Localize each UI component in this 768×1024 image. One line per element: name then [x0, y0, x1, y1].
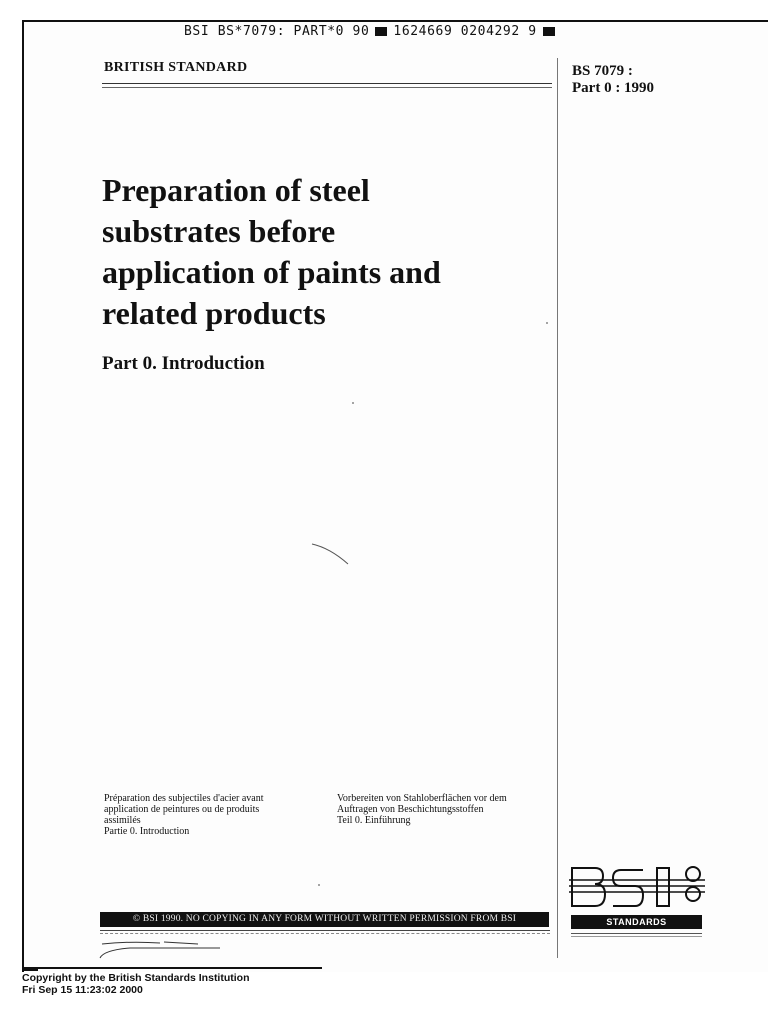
german-title-line: Vorbereiten von Stahloberflächen vor dem: [337, 793, 507, 804]
title-line-2: substrates before: [102, 213, 336, 249]
document-part-title: Part 0. Introduction: [102, 353, 265, 374]
pencil-scribble-mark: [90, 936, 230, 966]
scan-speck: [352, 402, 354, 404]
document-title: [102, 170, 552, 334]
german-title-line: Auftragen von Beschichtungsstoffen: [337, 804, 484, 815]
scan-speck: [546, 322, 548, 324]
standard-number: [572, 63, 654, 97]
column-divider: [557, 58, 558, 958]
page-corner-edge: [22, 962, 38, 971]
french-title-line: Partie 0. Introduction: [104, 826, 190, 837]
footer-timestamp: Fri Sep 15 11:23:02 2000: [22, 984, 143, 996]
french-title-line: Préparation des subjectiles d'acier avant: [104, 793, 264, 804]
german-title-line: Teil 0. Einführung: [337, 815, 411, 826]
bottom-rule: [100, 930, 550, 934]
standards-caption-bar: STANDARDS: [571, 915, 702, 929]
pen-stroke-mark: [310, 540, 354, 568]
title-line-3: application of paints and: [102, 254, 441, 290]
french-title: [104, 793, 304, 837]
copyright-notice-bar: © BSI 1990. NO COPYING IN ANY FORM WITHOUT WRITTEN PERMISSION FROM BSI: [100, 912, 549, 927]
french-title-line: application de peintures ou de produits: [104, 804, 260, 815]
standard-number-line1: BS 7079 :: [572, 63, 633, 79]
header-rule: [102, 83, 552, 88]
page-bottom-edge: [22, 967, 322, 969]
copyright-footer: [22, 972, 250, 996]
title-line-4: related products: [102, 295, 326, 331]
bsi-logo: [569, 864, 705, 912]
footer-copyright-line: Copyright by the British Standards Institution: [22, 972, 250, 984]
scan-header: [184, 24, 555, 39]
scan-speck: [318, 884, 320, 886]
scan-block-mark: [375, 27, 387, 36]
scan-block-mark: [543, 27, 555, 36]
scan-header-text-2: 1624669 0204292 9: [393, 24, 537, 39]
standard-number-line2: Part 0 : 1990: [572, 80, 655, 96]
scan-header-text-1: BSI BS*7079: PART*0 90: [184, 24, 370, 39]
title-line-1: Preparation of steel: [102, 172, 370, 208]
british-standard-label: BRITISH STANDARD: [104, 60, 248, 75]
french-title-line: assimilés: [104, 815, 141, 826]
logo-rule: [571, 933, 702, 937]
german-title: [337, 793, 537, 826]
